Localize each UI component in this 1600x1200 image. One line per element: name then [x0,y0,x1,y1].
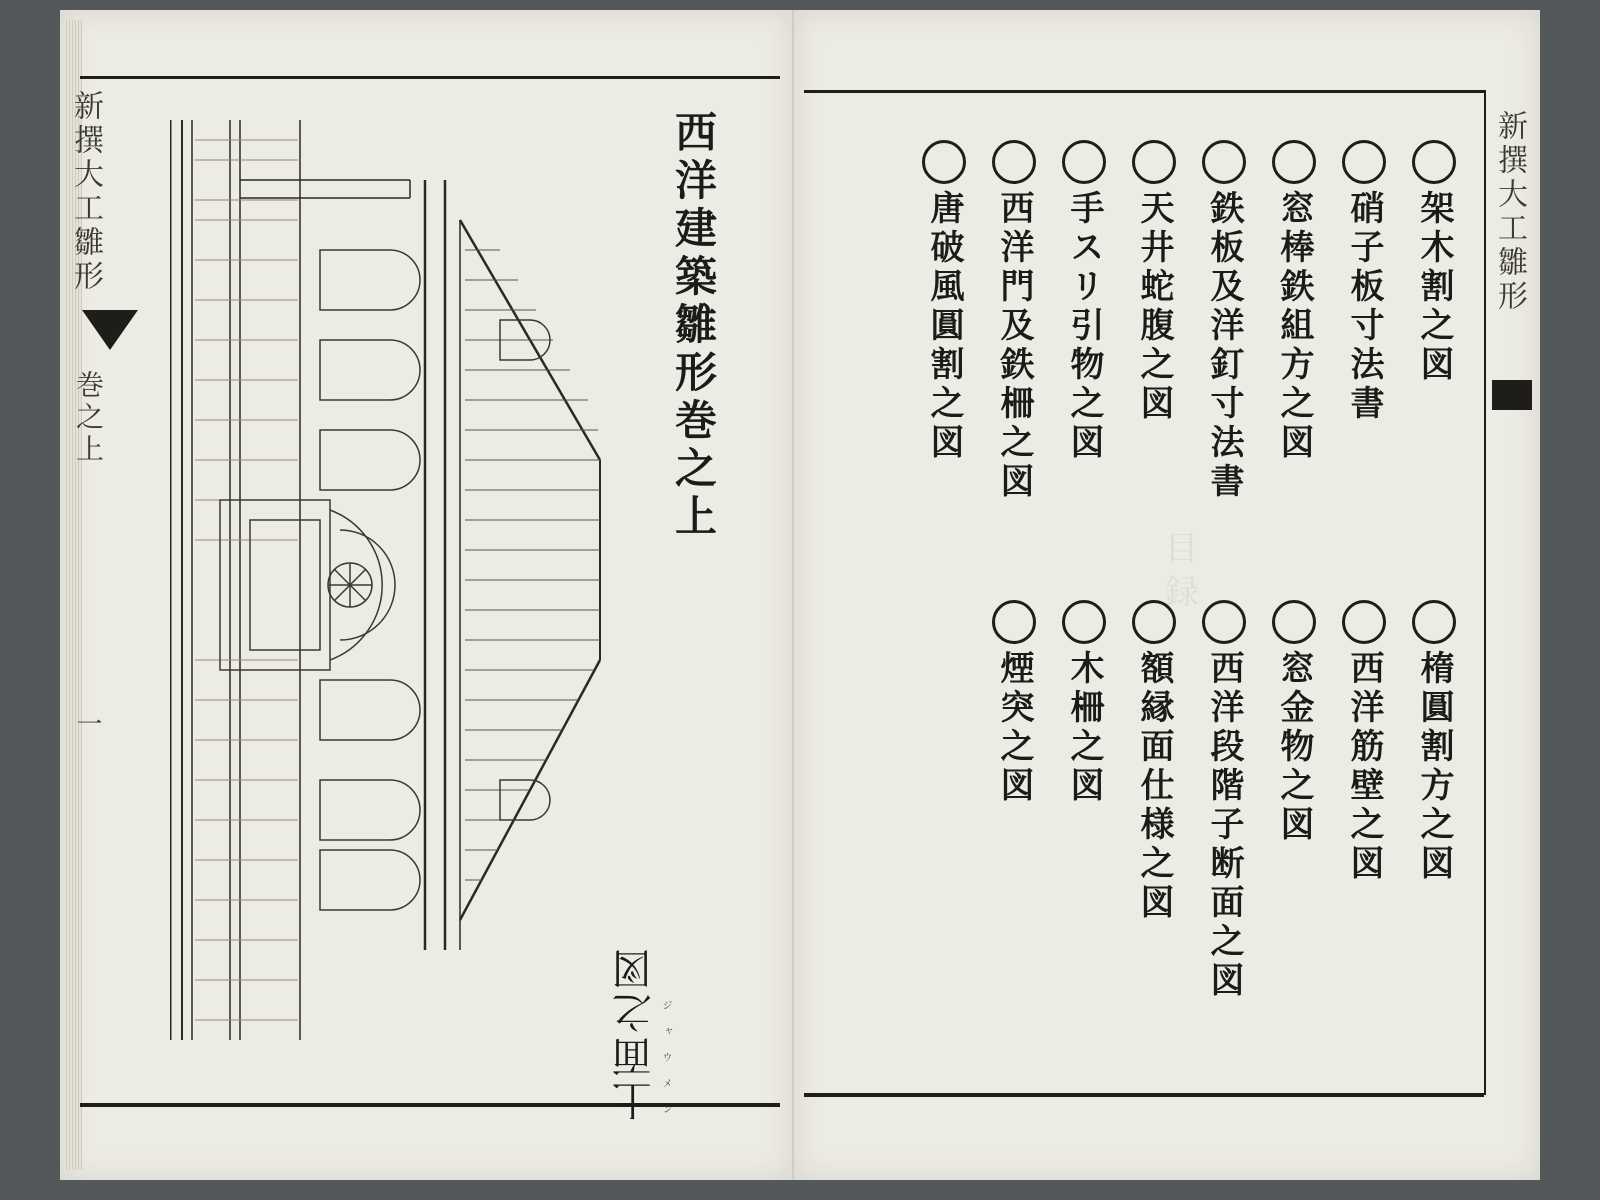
circle-bullet-icon [1202,600,1246,644]
circle-bullet-icon [1342,600,1386,644]
bleed-through-text: 目録 [1158,530,1198,618]
left-page [60,10,794,1180]
list-item: 窓棒鉄組方之図 [1264,140,1324,463]
right-border-rule [1484,90,1486,1095]
list-item: 架木割之図 [1404,140,1464,385]
circle-bullet-icon [1132,140,1176,184]
contents-list-bottom [974,600,1474,1060]
drawing-caption: 上面之図 [612,945,658,1121]
circle-bullet-icon [1062,600,1106,644]
caption-ruby: ジャウメン [660,1000,671,1130]
circle-bullet-icon [1272,140,1316,184]
list-item: 西洋筋壁之図 [1334,600,1394,884]
margin-title: 新撰大工雛形 [68,90,103,294]
list-item: 木柵之図 [1054,600,1114,806]
margin-fish-tail-mark [82,310,138,350]
list-item: 天井蛇腹之図 [1124,140,1184,424]
circle-bullet-icon [992,600,1036,644]
circle-bullet-icon [922,140,966,184]
list-item: 楕圓割方之図 [1404,600,1464,884]
margin-folio: 一 [72,710,102,740]
bottom-border-rule [804,1093,1484,1097]
circle-bullet-icon [1132,600,1176,644]
circle-bullet-icon [1202,140,1246,184]
list-item: 窓金物之図 [1264,600,1324,845]
circle-bullet-icon [992,140,1036,184]
list-item: 煙突之図 [984,600,1044,806]
circle-bullet-icon [1412,600,1456,644]
list-item: 手スリ引物之図 [1054,140,1114,463]
margin-fish-tail-mark [1492,380,1532,410]
open-book [60,10,1540,1180]
contents-list-top [914,140,1474,560]
bottom-border-rule [80,1103,780,1107]
plate-title: 西洋建築雛形巻之上 [669,110,718,542]
circle-bullet-icon [1342,140,1386,184]
architectural-plan-drawing [170,120,610,1050]
margin-volume: 巻之上 [72,370,105,466]
circle-bullet-icon [1272,600,1316,644]
list-item: 鉄板及洋釘寸法書 [1194,140,1254,502]
circle-bullet-icon [1412,140,1456,184]
right-page [794,10,1540,1180]
top-border-rule [80,76,780,79]
list-item: 硝子板寸法書 [1334,140,1394,424]
margin-title: 新撰大工雛形 [1492,110,1527,314]
list-item: 額縁面仕様之図 [1124,600,1184,923]
list-item: 西洋門及鉄柵之図 [984,140,1044,502]
list-item: 唐破風圓割之図 [914,140,974,463]
list-item: 西洋段階子断面之図 [1194,600,1254,1001]
circle-bullet-icon [1062,140,1106,184]
top-border-rule [804,90,1484,93]
